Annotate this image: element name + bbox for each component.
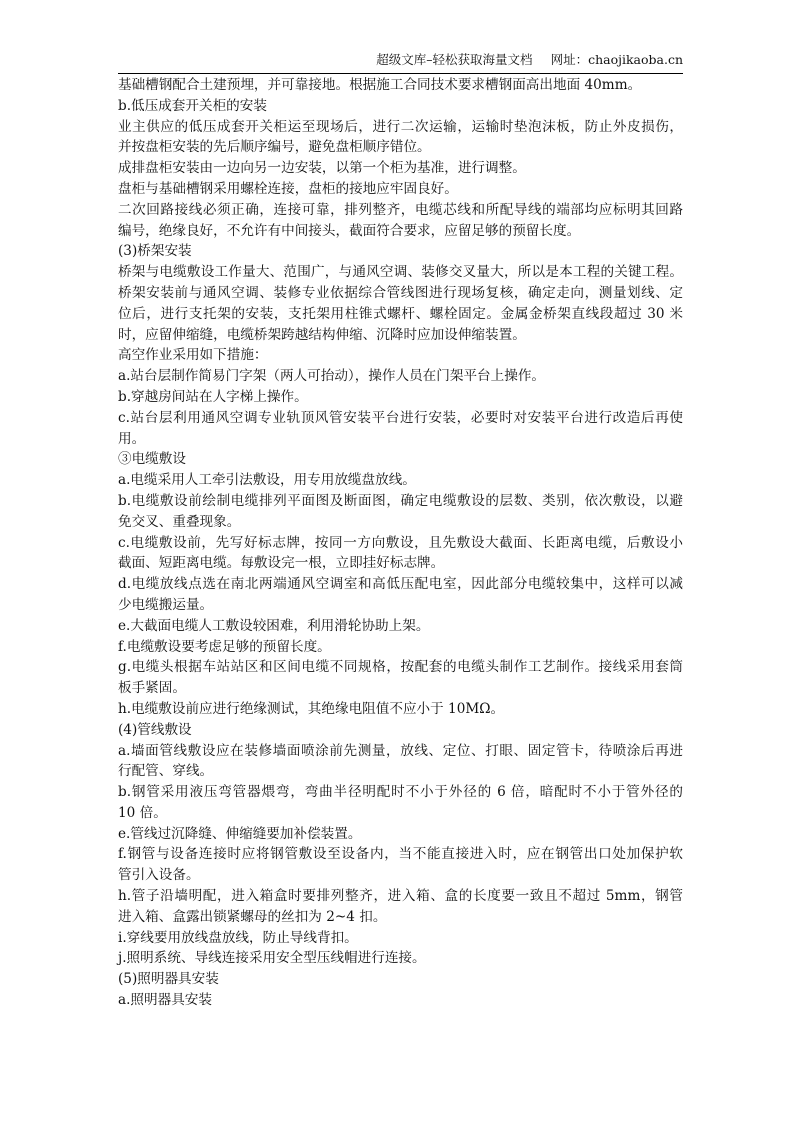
text-line: (3)桥架安装 bbox=[118, 243, 192, 260]
paragraph bbox=[118, 969, 683, 990]
text-line: 成排盘柜安装由一边向另一边安装，以第一个柜为基准，进行调整。 bbox=[118, 160, 526, 177]
text-line: a.照明器具安装 bbox=[118, 992, 212, 1009]
text-line: b.穿越房间站在人字梯上操作。 bbox=[118, 388, 308, 405]
text-line: i.穿线要用放线盘放线，防止导线背扣。 bbox=[118, 929, 358, 946]
text-line: 少电缆搬运量。 bbox=[118, 596, 214, 613]
paragraph bbox=[118, 491, 683, 533]
paragraph bbox=[118, 158, 683, 179]
paragraph bbox=[118, 96, 683, 117]
text-line: b.钢管采用液压弯管器煨弯，弯曲半径明配时不小于外径的 6 倍，暗配时不小于管外径的 bbox=[118, 784, 683, 801]
text-line: 编号，绝缘良好，不允许有中间接头，截面符合要求，应留足够的预留长度。 bbox=[118, 222, 581, 239]
paragraph bbox=[118, 741, 683, 783]
text-line: 行配管、穿线。 bbox=[118, 763, 214, 780]
text-line: e.管线过沉降缝、伸缩缝要加补偿装置。 bbox=[118, 825, 362, 842]
text-line: c.站台层利用通风空调专业轨顶风管安装平台进行安装，必要时对安装平台进行改造后再使 bbox=[118, 409, 683, 426]
text-line: a.电缆采用人工牵引法敷设，用专用放缆盘放线。 bbox=[118, 472, 416, 489]
paragraph bbox=[118, 387, 683, 408]
text-line: ③电缆敷设 bbox=[118, 451, 186, 468]
paragraph bbox=[118, 616, 683, 637]
paragraph bbox=[118, 345, 683, 366]
text-line: 10 倍。 bbox=[118, 804, 167, 821]
paragraph bbox=[118, 637, 683, 658]
paragraph bbox=[118, 470, 683, 491]
text-line: h.电缆敷设前应进行绝缘测试，其绝缘电阻值不应小于 10MΩ。 bbox=[118, 700, 505, 717]
paragraph bbox=[118, 179, 683, 200]
text-line: e.大截面电缆人工敷设较困难，利用滑轮协助上架。 bbox=[118, 617, 430, 634]
paragraph bbox=[118, 948, 683, 969]
text-line: c.电缆敷设前，先写好标志牌，按同一方向敷设，且先敷设大截面、长距离电缆，后敷设小 bbox=[118, 534, 683, 551]
paragraph bbox=[118, 449, 683, 470]
text-line: 二次回路接线必须正确，连接可靠，排列整齐，电缆芯线和所配导线的端部均应标明其回路 bbox=[118, 201, 683, 218]
paragraph bbox=[118, 408, 683, 450]
paragraph bbox=[118, 117, 683, 159]
paragraph bbox=[118, 75, 683, 96]
paragraph bbox=[118, 574, 683, 616]
document-body bbox=[118, 75, 683, 1011]
paragraph bbox=[118, 720, 683, 741]
paragraph bbox=[118, 928, 683, 949]
text-line: a.站台层制作简易门字架（两人可抬动），操作人员在门架平台上操作。 bbox=[118, 368, 546, 385]
paragraph bbox=[118, 782, 683, 824]
text-line: 用。 bbox=[118, 430, 146, 447]
text-line: 桥架与电缆敷设工作量大、范围广，与通风空调、装修交叉量大，所以是本工程的关键工程。 bbox=[118, 264, 683, 281]
text-line: 基础槽钢配合土建预埋，并可靠接地。根据施工合同技术要求槽钢面高出地面 40mm。 bbox=[118, 77, 642, 93]
paragraph bbox=[118, 200, 683, 242]
site-slogan: 超级文库–轻松获取海量文档 bbox=[376, 52, 533, 67]
text-line: (5)照明器具安装 bbox=[118, 971, 219, 988]
text-line: 进入箱、盒露出锁紧螺母的丝扣为 2~4 扣。 bbox=[118, 908, 387, 925]
paragraph bbox=[118, 699, 683, 720]
paragraph bbox=[118, 886, 683, 928]
text-line: 高空作业采用如下措施： bbox=[118, 347, 268, 364]
text-line: j.照明系统、导线连接采用安全型压线帽进行连接。 bbox=[118, 950, 426, 967]
text-line: 免交叉、重叠现象。 bbox=[118, 513, 241, 530]
paragraph bbox=[118, 990, 683, 1011]
text-line: 时，应留伸缩缝，电缆桥架跨越结构伸缩、沉降时应加设伸缩装置。 bbox=[118, 326, 526, 343]
paragraph bbox=[118, 366, 683, 387]
paragraph bbox=[118, 533, 683, 575]
site-url: 网址：chaojikaoba.cn bbox=[550, 52, 683, 67]
text-line: 截面、短距离电缆。每敷设完一根，立即挂好标志牌。 bbox=[118, 555, 445, 572]
paragraph bbox=[118, 657, 683, 699]
paragraph bbox=[118, 262, 683, 345]
text-line: 业主供应的低压成套开关柜运至现场后，进行二次运输，运输时垫泡沫板，防止外皮损伤， bbox=[118, 118, 683, 135]
text-line: a.墙面管线敷设应在装修墙面喷涂前先测量，放线、定位、打眼、固定管卡，待喷涂后再进 bbox=[118, 742, 683, 759]
text-line: b.电缆敷设前绘制电缆排列平面图及断面图，确定电缆敷设的层数、类别，依次敷设，以避 bbox=[118, 492, 683, 509]
text-line: d.电缆放线点选在南北两端通风空调室和高低压配电室，因此部分电缆较集中，这样可以减 bbox=[118, 576, 683, 593]
paragraph bbox=[118, 824, 683, 845]
page-header bbox=[118, 50, 683, 72]
text-line: 盘柜与基础槽钢采用螺栓连接，盘柜的接地应牢固良好。 bbox=[118, 180, 458, 197]
text-line: 桥架安装前与通风空调、装修专业依据综合管线图进行现场复核，确定走向，测量划线、定 bbox=[118, 284, 683, 301]
header-divider bbox=[118, 73, 683, 74]
text-line: b.低压成套开关柜的安装 bbox=[118, 97, 267, 114]
paragraph bbox=[118, 844, 683, 886]
text-line: 位后，进行支托架的安装，支托架用柱锥式螺杆、螺栓固定。金属金桥架直线段超过 30 米 bbox=[118, 305, 683, 322]
text-line: f.钢管与设备连接时应将钢管敷设至设备内，当不能直接进入时，应在钢管出口处加保护软 bbox=[118, 846, 683, 863]
text-line: h.管子沿墙明配，进入箱盒时要排列整齐，进入箱、盒的长度要一致且不超过 5mm，钢管 bbox=[118, 888, 683, 905]
text-line: g.电缆头根据车站站区和区间电缆不同规格，按配套的电缆头制作工艺制作。接线采用套筒 bbox=[118, 659, 683, 676]
text-line: 管引入设备。 bbox=[118, 867, 200, 884]
text-line: f.电缆敷设要考虑足够的预留长度。 bbox=[118, 638, 331, 655]
paragraph bbox=[118, 241, 683, 262]
text-line: (4)管线敷设 bbox=[118, 721, 192, 738]
text-line: 板手紧固。 bbox=[118, 680, 186, 697]
text-line: 并按盘柜安装的先后顺序编号，避免盘柜顺序错位。 bbox=[118, 139, 431, 156]
